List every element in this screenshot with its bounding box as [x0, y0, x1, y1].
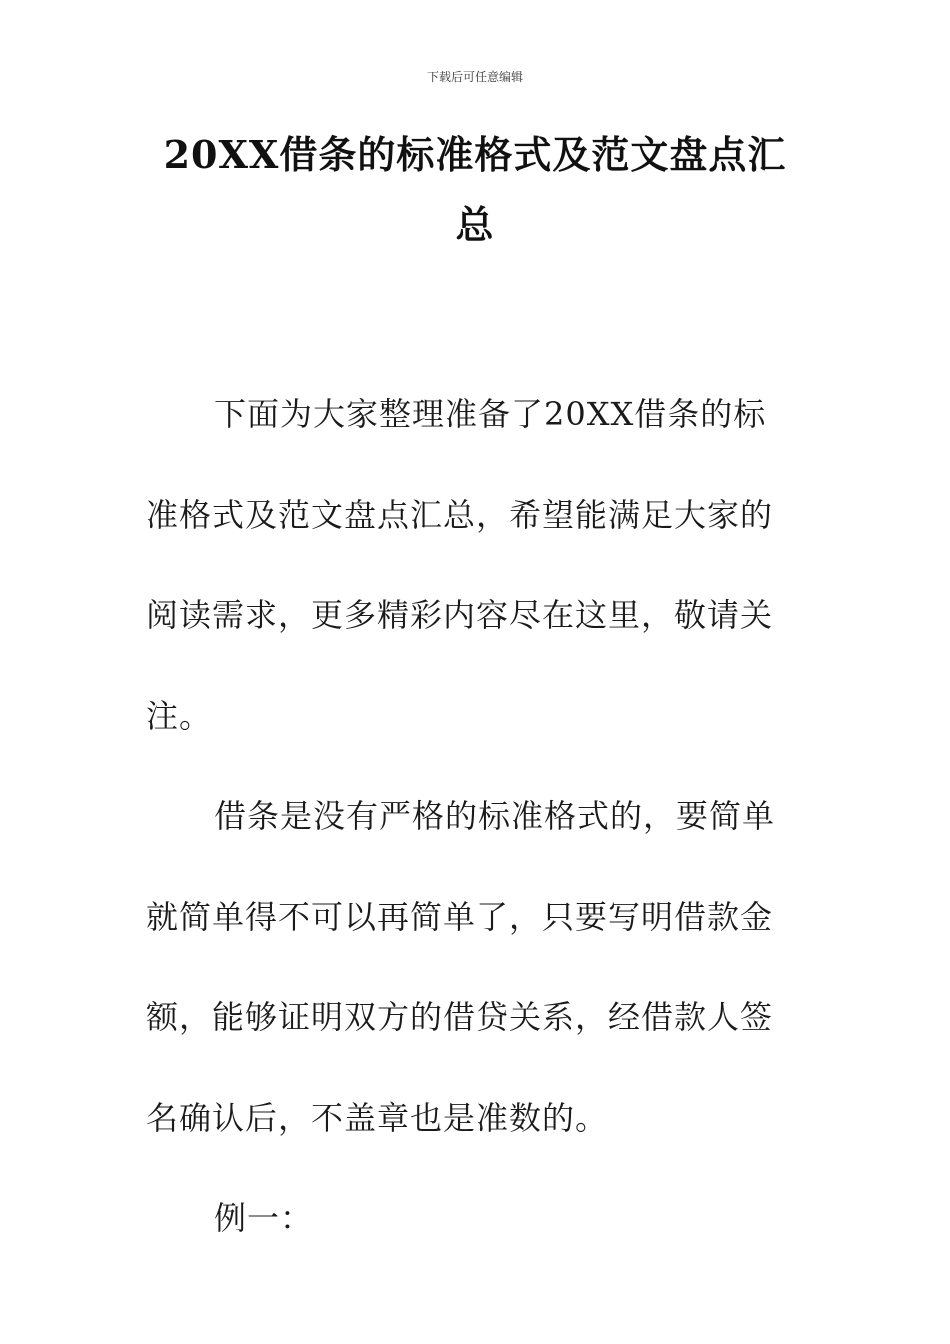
example-heading: 例一：	[214, 1199, 314, 1237]
page-header-note: 下载后可任意编辑	[426, 70, 523, 84]
document-body	[146, 364, 796, 1269]
explanation-paragraph: 借条是没有严格的标准格式的，要简单就简单得不可以再简单了，只要写明借款金额，能够证明双方的借贷关系，经借款人签名确认后，不盖章也是准数的。	[146, 797, 776, 1137]
intro-paragraph: 下面为大家整理准备了20XX借条的标准格式及范文盘点汇总，希望能满足大家的阅读需求，更多精彩内容尽在这里，敬请关注。	[146, 395, 774, 735]
document-title: 20XX借条的标准格式及范文盘点汇总	[163, 132, 787, 247]
